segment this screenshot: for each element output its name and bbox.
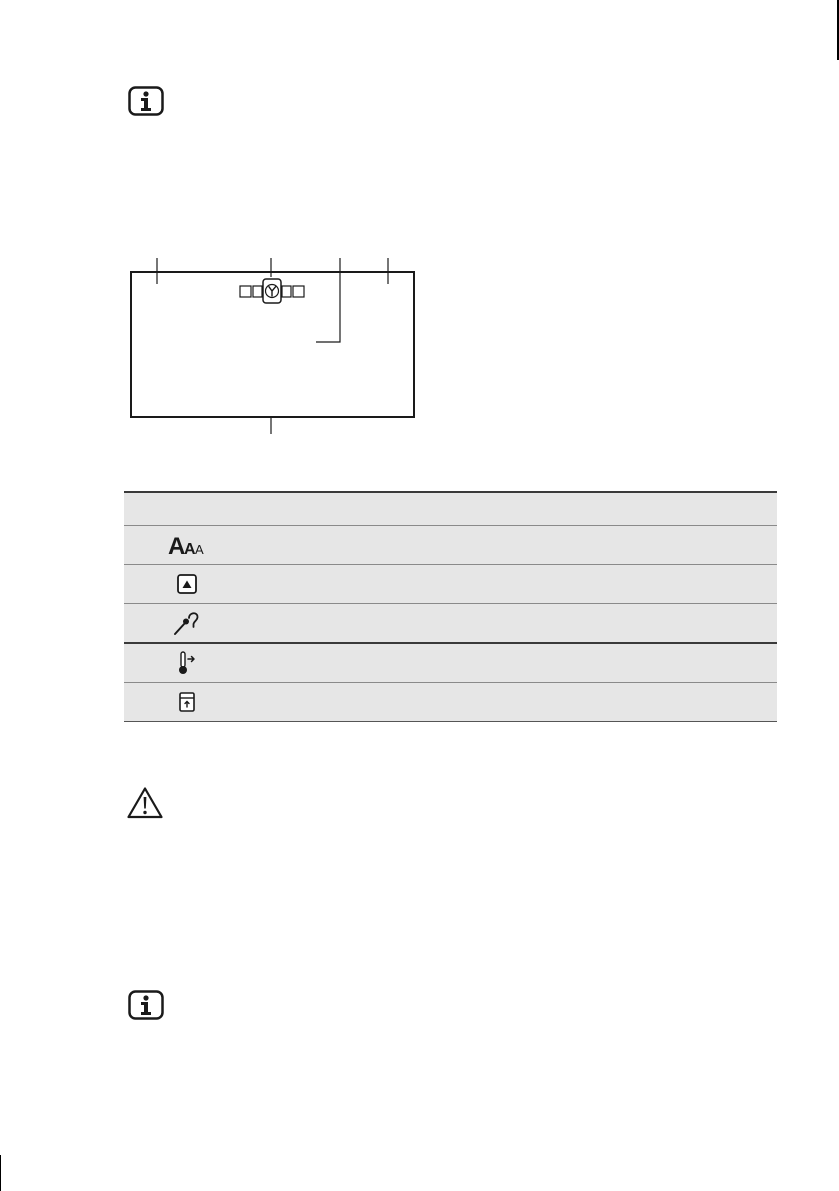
display-diagram: [118, 248, 428, 438]
warning-triangle-icon: [126, 786, 164, 820]
thermometer-arrow-icon: [177, 650, 197, 676]
row-description: [250, 643, 777, 683]
svg-text:A: A: [195, 542, 204, 557]
font-size-icon: [167, 533, 207, 557]
svg-text:A: A: [184, 541, 196, 557]
triangle-up-icon: [176, 573, 198, 595]
row-description: [250, 683, 777, 722]
core-temperature-sensor-icon: [172, 609, 202, 637]
information-icon: [128, 990, 164, 1020]
table-row: [124, 565, 777, 604]
table-row: [124, 643, 777, 683]
table-row: [124, 604, 777, 644]
svg-text:A: A: [168, 533, 186, 557]
features-table: [124, 491, 777, 722]
information-icon: [128, 86, 164, 116]
table-row: [124, 526, 777, 565]
row-description: [250, 526, 777, 565]
row-description: [250, 604, 777, 644]
door-lock-icon: [177, 691, 197, 713]
table-row: [124, 683, 777, 722]
table-header-row: [124, 492, 777, 526]
fan-icon: [263, 279, 281, 303]
column-header-symbol: [124, 492, 250, 526]
row-description: [250, 565, 777, 604]
column-header-description: [250, 492, 777, 526]
